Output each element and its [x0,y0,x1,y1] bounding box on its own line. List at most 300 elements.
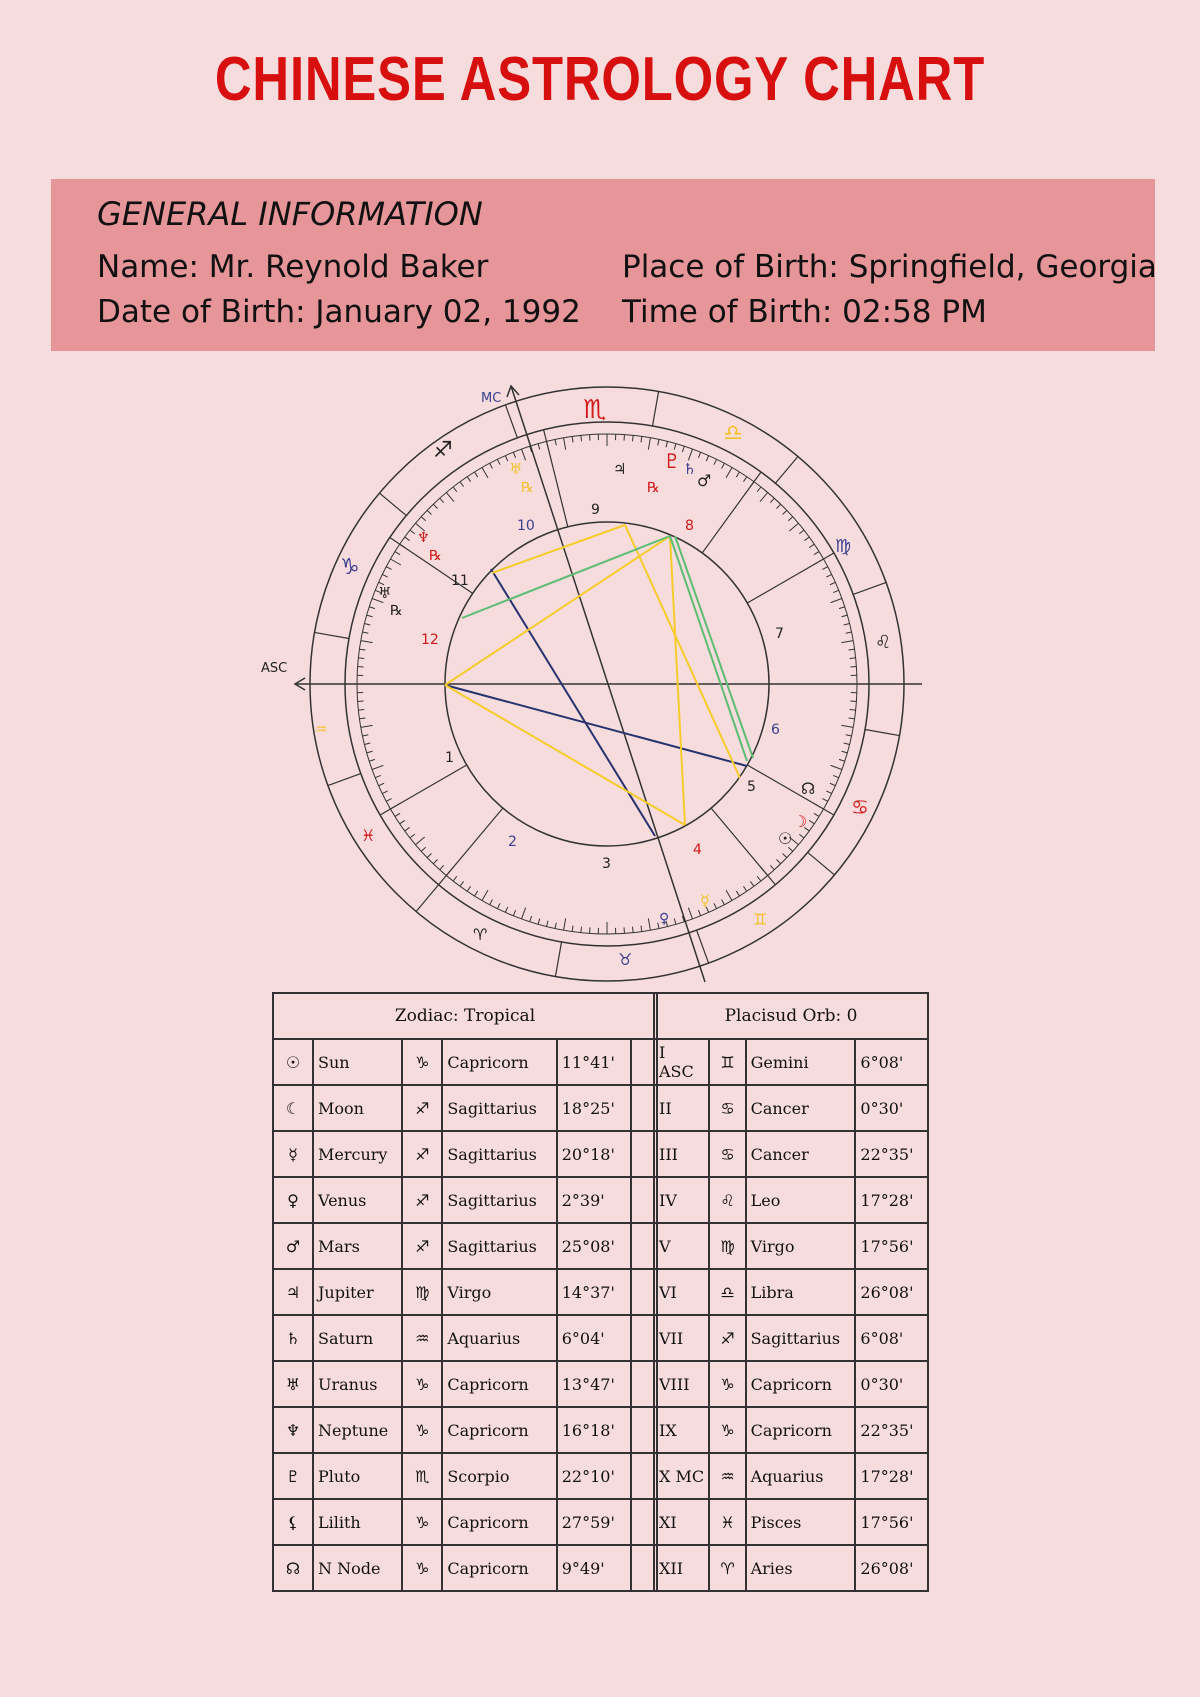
planet-row [273,1407,657,1453]
retrograde-icon: ℞ [390,603,403,619]
house-label: I ASC [654,1039,709,1085]
degree-value: 0°30' [855,1085,928,1131]
sign-name: Capricorn [442,1407,556,1453]
degree-value: 26°08' [855,1269,928,1315]
retrograde-icon: ℞ [429,548,442,564]
degree-tick [513,910,515,916]
house-label: XII [654,1545,709,1591]
degree-tick [421,517,425,521]
sign-name: Sagittarius [442,1177,556,1223]
retrograde-icon: ℞ [647,480,660,496]
degree-tick [555,923,556,929]
degree-tick [415,837,424,845]
aspect-line [670,536,685,825]
degree-value: 20°18' [557,1131,631,1177]
degree-tick [440,865,444,869]
degree-tick [830,582,835,584]
sign-symbol-icon: ♋ [709,1131,745,1177]
degree-tick [467,886,470,891]
house-number: 3 [602,856,611,872]
degree-tick [846,735,852,736]
degree-tick [369,607,375,609]
degree-value: 22°35' [855,1407,928,1453]
degree-value: 0°30' [855,1361,928,1407]
house-cusp-line [380,765,467,815]
degree-tick [770,865,774,869]
leo-icon: ♌ [875,632,892,653]
degree-value: 17°28' [855,1453,928,1499]
sign-divider [697,930,709,963]
planet-row [273,1039,657,1085]
degree-tick [530,916,532,922]
sign-symbol-icon: ♑ [402,1039,442,1085]
planet-row [273,1315,657,1361]
degree-tick [850,710,856,711]
sign-symbol-icon: ♐ [709,1315,745,1361]
degree-tick [633,435,634,441]
degree-tick [564,438,566,450]
houses-table [653,992,929,1592]
degree-tick [581,927,582,933]
degree-tick [405,827,410,831]
degree-tick [547,921,548,927]
degree-tick [375,775,381,777]
degree-tick [641,436,642,442]
sign-name: Capricorn [442,1499,556,1545]
degree-tick [726,890,732,900]
degree-tick [674,919,676,925]
degree-tick [809,820,814,823]
degree-tick [743,886,746,891]
degree-tick [736,891,739,896]
degree-tick [850,658,856,659]
aspect-line [675,536,753,758]
sign-name: Aries [746,1545,856,1591]
aspect-line [445,685,747,766]
degree-tick [367,751,373,753]
sign-name: Cancer [746,1131,856,1177]
degree-tick [841,725,853,727]
sign-symbol-icon: ♑ [402,1545,442,1591]
houses-table-body [654,1039,928,1591]
degree-tick [799,834,804,838]
planet-symbol-icon: ♀ [273,1177,313,1223]
house-cusp-line [439,808,503,885]
sign-symbol-icon: ♏ [402,1453,442,1499]
degree-tick [475,472,478,477]
degree-tick [482,890,488,900]
degree-value: 14°37' [557,1269,631,1315]
saturn-icon: ♄ [683,460,697,478]
degree-tick [482,467,488,477]
degree-tick [814,552,819,555]
degree-tick [490,463,493,468]
sign-symbol-icon: ♈ [709,1545,745,1591]
planet-symbol-icon: ☿ [273,1131,313,1177]
house-number: 6 [771,722,780,738]
planet-name: Uranus [313,1361,402,1407]
degree-tick [364,743,370,744]
taurus-icon: ♉ [618,950,633,969]
house-number: 1 [445,750,454,766]
house-row [654,1407,928,1453]
planet-name: Neptune [313,1407,402,1453]
sign-name: Gemini [746,1039,856,1085]
degree-tick [572,436,573,442]
sign-symbol-icon: ♌ [709,1177,745,1223]
degree-tick [427,853,431,857]
sign-symbol-icon: ♊ [709,1039,745,1085]
planet-row [273,1131,657,1177]
planet-symbol-icon: ♃ [273,1269,313,1315]
house-cusp-line [711,808,775,885]
degree-tick [714,459,717,464]
jupiter-icon: ♃ [613,460,627,478]
sign-name: Sagittarius [442,1223,556,1269]
sign-name: Aquarius [746,1453,856,1499]
degree-tick [521,449,525,460]
degree-tick [490,899,493,904]
degree-tick [698,910,700,916]
degree-tick [497,903,500,908]
sign-divider [853,582,886,594]
sign-name: Pisces [746,1499,856,1545]
degree-tick [831,598,842,602]
degree-tick [361,725,373,727]
house-number: 7 [775,626,784,642]
degree-tick [410,834,415,838]
degree-tick [826,574,831,577]
degree-tick [839,607,845,609]
degree-tick [460,881,464,886]
degree-tick [776,860,780,864]
sign-name: Leo [746,1177,856,1223]
degree-tick [379,783,384,785]
house-number: 10 [517,518,535,534]
house-label: VI [654,1269,709,1315]
sign-name: Capricorn [746,1361,856,1407]
sign-name: Sagittarius [746,1315,856,1361]
degree-value: 22°10' [557,1453,631,1499]
planet-name: Pluto [313,1453,402,1499]
scorpio-icon: ♏ [583,395,607,425]
venus-icon: ♀ [659,911,670,927]
degree-tick [770,498,774,502]
place-of-birth-field: Place of Birth: Springfield, Georgia [622,249,1157,285]
degree-tick [362,735,368,736]
degree-tick [688,449,692,460]
degree-tick [513,452,515,458]
degree-tick [633,927,634,933]
degree-tick [658,439,659,445]
house-row [654,1131,928,1177]
planet-symbol-icon: ♆ [273,1407,313,1453]
house-row [654,1545,928,1591]
sign-symbol-icon: ♍ [709,1223,745,1269]
mc-label: MC [481,391,502,406]
degree-tick [390,559,400,565]
degree-tick [743,477,746,482]
degree-tick [581,435,582,441]
degree-tick [822,799,827,802]
house-row [654,1223,928,1269]
gemini-icon: ♊ [753,910,768,929]
degree-value: 13°47' [557,1361,631,1407]
planet-row [273,1223,657,1269]
degree-value: 11°41' [557,1039,631,1085]
planet-symbol-icon: ☊ [273,1545,313,1591]
libra-icon: ♎ [723,421,743,446]
sign-symbol-icon: ♒ [709,1453,745,1499]
degree-value: 27°59' [557,1499,631,1545]
house-row [654,1499,928,1545]
sign-name: Sagittarius [442,1131,556,1177]
degree-tick [538,444,540,450]
degree-tick [564,918,566,930]
degree-tick [760,492,768,501]
degree-tick [427,510,431,514]
house-row [654,1039,928,1085]
degree-tick [826,791,831,794]
planet-name: Sun [313,1039,402,1085]
degree-tick [776,504,780,508]
degree-tick [475,891,478,896]
degree-tick [521,908,525,919]
planet-row [273,1499,657,1545]
degree-tick [505,907,507,912]
degree-tick [736,472,739,477]
degree-tick [446,492,454,501]
pluto-icon: ♇ [663,449,681,473]
aquarius-icon: ♒ [315,722,328,738]
sign-symbol-icon: ♑ [402,1361,442,1407]
sign-symbol-icon: ♑ [709,1407,745,1453]
planet-name: Lilith [313,1499,402,1545]
aspect-line [445,685,685,825]
planet-row [273,1361,657,1407]
planet-symbol-icon: ♇ [273,1453,313,1499]
degree-tick [367,615,373,617]
sign-divider [865,729,899,735]
degree-tick [722,463,725,468]
sagittarius-icon: ♐ [433,438,453,463]
degree-tick [842,751,848,753]
aries-icon: ♈ [473,925,488,944]
degree-tick [453,876,457,881]
sign-name: Sagittarius [442,1085,556,1131]
sign-symbol-icon: ♑ [402,1499,442,1545]
virgo-icon: ♍ [835,536,852,557]
house-row [654,1315,928,1361]
sun-icon: ☉ [778,829,793,848]
sign-symbol-icon: ♋ [709,1085,745,1131]
house-number: 9 [591,502,600,518]
degree-tick [849,649,855,650]
house-label: VIII [654,1361,709,1407]
degree-value: 17°56' [855,1223,928,1269]
degree-value: 6°04' [557,1315,631,1361]
degree-tick [726,467,732,477]
general-information-panel [51,179,1155,351]
degree-tick [440,498,444,502]
degree-value: 9°49' [557,1545,631,1591]
house-label: III [654,1131,709,1177]
houses-table-header-row [654,993,928,1039]
degree-tick [831,765,842,769]
time-of-birth-field: Time of Birth: 02:58 PM [622,294,987,330]
degree-tick [789,523,798,531]
sign-divider [416,885,438,912]
house-row [654,1361,928,1407]
degree-tick [395,552,400,555]
house-label: X MC [654,1453,709,1499]
degree-tick [833,775,839,777]
degree-tick [783,510,787,514]
degree-tick [822,567,827,570]
sign-symbol-icon: ♎ [709,1269,745,1315]
degree-tick [698,452,700,458]
planet-name: Mercury [313,1131,402,1177]
planet-row [273,1177,657,1223]
sign-name: Capricorn [442,1361,556,1407]
degree-tick [799,530,804,534]
neptune-icon: ♆ [417,530,430,546]
house-label: XI [654,1499,709,1545]
degree-tick [358,658,364,659]
degree-tick [395,813,400,816]
degree-tick [362,632,368,633]
degree-tick [538,919,540,925]
degree-tick [505,456,507,461]
moon-icon: ☽ [793,812,808,831]
degree-tick [833,590,839,592]
house-label: V [654,1223,709,1269]
degree-tick [382,791,387,794]
degree-tick [359,649,365,650]
north-node-icon: ☊ [801,779,816,798]
degree-tick [648,438,650,450]
mars-icon: ♂ [697,471,712,490]
degree-tick [846,632,852,633]
degree-tick [433,860,437,864]
sign-symbol-icon: ♍ [402,1269,442,1315]
degree-tick [460,482,464,487]
sign-symbol-icon: ♒ [402,1315,442,1361]
house-row [654,1453,928,1499]
degree-tick [372,765,383,769]
planet-name: Mars [313,1223,402,1269]
house-number: 12 [421,632,439,648]
degree-tick [809,544,814,547]
degree-tick [361,641,373,643]
degree-tick [358,710,364,711]
degree-tick [386,567,391,570]
degree-value: 17°56' [855,1499,928,1545]
degree-tick [841,641,853,643]
zodiac-glyphs [315,395,891,969]
degree-tick [757,487,761,492]
degree-tick [783,853,787,857]
house-cusp-line [747,553,834,603]
sign-divider [505,405,517,438]
house-row [654,1269,928,1315]
house-label: IV [654,1177,709,1223]
house-cusp-line [747,765,834,815]
sign-symbol-icon: ♐ [402,1131,442,1177]
sign-divider [652,392,658,426]
sign-name: Virgo [442,1269,556,1315]
planet-symbol-icon: ☉ [273,1039,313,1085]
planet-row [273,1269,657,1315]
degree-tick [804,537,809,541]
sign-name: Libra [746,1269,856,1315]
asc-label: ASC [261,661,288,676]
planet-symbol-icon: ♅ [273,1361,313,1407]
planet-name: Jupiter [313,1269,402,1315]
degree-tick [421,847,425,851]
degree-value: 18°25' [557,1085,631,1131]
degree-tick [757,876,761,881]
degree-tick [400,820,405,823]
degree-tick [410,530,415,534]
degree-tick [369,759,375,761]
degree-value: 26°08' [855,1545,928,1591]
name-field: Name: Mr. Reynold Baker [97,249,489,285]
degree-tick [382,574,387,577]
planet-row [273,1545,657,1591]
degree-tick [706,456,708,461]
degree-tick [648,918,650,930]
chart-axes [295,386,922,982]
house-numbers [421,502,784,872]
degree-tick [666,441,667,447]
general-information-heading: GENERAL INFORMATION [97,195,483,233]
house-label: VII [654,1315,709,1361]
sign-symbol-icon: ♐ [402,1085,442,1131]
degree-tick [467,477,470,482]
sign-symbol-icon: ♑ [402,1407,442,1453]
degree-tick [453,487,457,492]
degree-tick [405,537,410,541]
degree-value: 22°35' [855,1131,928,1177]
degree-tick [682,446,684,452]
degree-tick [555,439,556,445]
degree-tick [386,799,391,802]
planet-row [273,1085,657,1131]
planet-symbol-icon: ♄ [273,1315,313,1361]
planet-symbol-icon: ☾ [273,1085,313,1131]
planets-table [272,992,658,1592]
retrograde-icon: ℞ [521,480,534,496]
degree-tick [844,743,850,744]
house-label: IX [654,1407,709,1453]
house-number: 2 [508,834,517,850]
house-number: 4 [693,842,702,858]
sign-divider [555,942,561,976]
aspect-line [625,525,740,778]
house-label: II [654,1085,709,1131]
house-row [654,1085,928,1131]
aspect-line [491,569,655,836]
house-number: 5 [747,779,756,795]
degree-tick [714,903,717,908]
sign-symbol-icon: ♐ [402,1223,442,1269]
planets-table-header: Zodiac: Tropical [273,993,657,1039]
degree-tick [844,624,850,625]
sign-divider [808,852,835,874]
sign-symbol-icon: ♐ [402,1177,442,1223]
degree-tick [641,926,642,932]
